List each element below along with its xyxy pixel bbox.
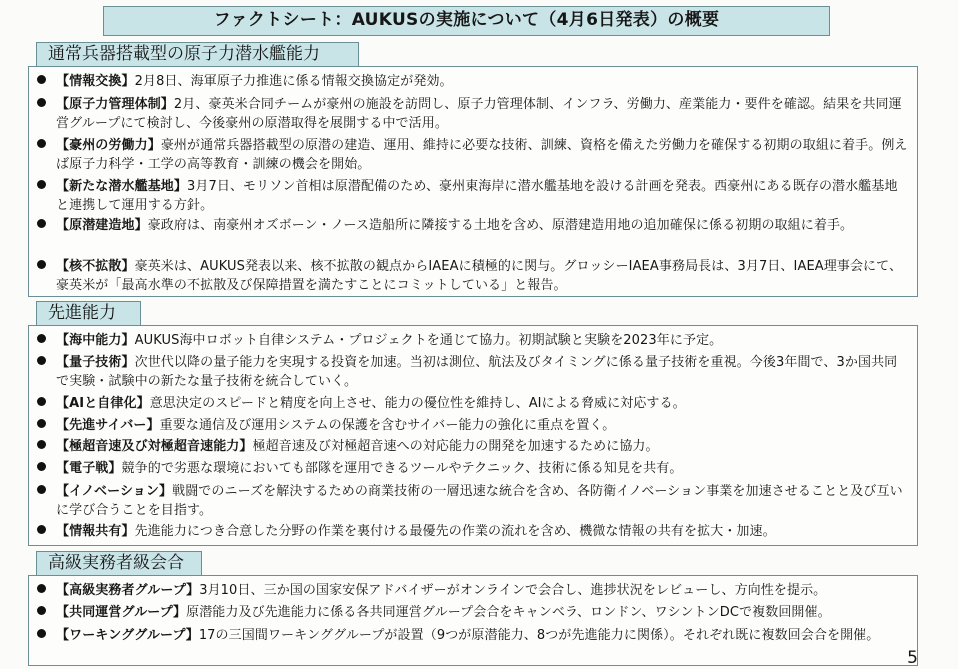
item-text: 17の三国間ワーキンググループが設置（9つが原潜能力、8つが先進能力に関係）。それぞれ既に複数回会合を開催。: [198, 628, 880, 643]
item-text: 2月、豪英米合同チームが豪州の施設を訪問し、原子力管理体制、インフラ、労働力、産業能力・要件を確認。結果を共同運営グループにて検討し、今後豪州の原潜取得を展開する中で活用。: [56, 97, 902, 131]
item-text: 豪政府は、南豪州オズボーン・ノース造船所に隣接する土地を含め、原潜建造用地の追加確保に係る初期の取組に着手。: [147, 218, 854, 233]
item-tag: 【イノベーション】: [56, 484, 173, 499]
item-tag: 【高級実務者グループ】: [56, 583, 200, 598]
section-box-submarine: [28, 66, 918, 297]
bullet-icon: [37, 462, 46, 471]
bullet-icon: [37, 219, 46, 228]
bullet-icon: [37, 356, 46, 365]
item-text: 2月8日、海軍原子力推進に係る情報交換協定が発効。: [134, 74, 453, 89]
bullet-icon: [37, 98, 46, 107]
item-text: 競争的で劣悪な環境においても部隊を運用できるツールやテクニック、技術に係る知見を共有。: [121, 461, 683, 476]
item-tag: 【海中能力】: [56, 333, 135, 348]
item-tag: 【核不拡散】: [56, 259, 135, 274]
item-tag: 【豪州の労働力】: [56, 138, 161, 153]
item-tag: 【情報交換】: [56, 74, 135, 89]
bullet-icon: [37, 334, 46, 343]
item-tag: 【原潜建造地】: [56, 218, 148, 233]
item-tag: 【電子戦】: [56, 461, 122, 476]
item-text: 先進能力につき合意した分野の作業を裏付ける最優先の作業の流れを含め、機微な情報の共有を拡大・加速。: [134, 524, 776, 539]
item-tag: 【AIと自律化】: [56, 396, 150, 411]
section-heading-advanced: 先進能力: [36, 301, 141, 327]
item-tag: 【新たな潜水艦基地】: [56, 179, 188, 194]
bullet-icon: [37, 139, 46, 148]
page-number: 5: [907, 648, 918, 668]
item-text: 3月7日、モリソン首相は原潜配備のため、豪州東海岸に潜水艦基地を設ける計画を発表。西豪州にある既存の潜水艦基地と連携して運用する方針。: [56, 179, 898, 213]
section-heading-submarine: 通常兵器搭載型の原子力潜水艦能力: [36, 42, 359, 68]
item-text: AUKUS海中ロボット自律システム・プロジェクトを通じて協力。初期試験と実験を2023年に予定。: [134, 333, 723, 348]
section-box-advanced: [28, 325, 918, 546]
bullet-icon: [37, 440, 46, 449]
item-text: 意思決定のスピードと精度を向上させ、能力の優位性を維持し、AIによる脅威に対応する。: [149, 396, 686, 411]
bullet-icon: [37, 75, 46, 84]
item-tag: 【量子技術】: [56, 355, 135, 370]
item-text: 3月10日、三か国の国家安保アドバイザーがオンラインで会合し、進捗状況をレビューし、方向性を提示。: [199, 583, 827, 598]
bullet-icon: [37, 485, 46, 494]
item-text: 戦闘でのニーズを解決するための商業技術の一層迅速な統合を含め、各防衛イノベーション事業を加速させることと及び互いに学び合うことを目指す。: [56, 484, 903, 518]
bullet-icon: [37, 525, 46, 534]
item-tag: 【ワーキンググループ】: [56, 628, 199, 643]
bullet-icon: [37, 260, 46, 269]
bullet-icon: [37, 397, 46, 406]
page-title: ファクトシート：AUKUSの実施について（4月6日発表）の概要: [103, 6, 830, 36]
bullet-icon: [37, 606, 46, 615]
item-text: 豪州が通常兵器搭載型の原潜の建造、運用、維持に必要な技術、訓練、資格を備えた労働力を確保する初期の取組に着手。例えば原子力科学・工学の高等教育・訓練の機会を開始。: [56, 138, 908, 172]
section-heading-senior-officials: 高級実務者級会合: [36, 551, 202, 577]
section-box-senior-officials: [28, 575, 918, 666]
item-tag: 【極超音速及び対極超音速能力】: [56, 439, 253, 454]
item-tag: 【共同運営グループ】: [56, 605, 187, 620]
bullet-icon: [37, 180, 46, 189]
item-tag: 【情報共有】: [56, 524, 135, 539]
bullet-icon: [37, 584, 46, 593]
item-tag: 【先進サイバー】: [56, 418, 160, 433]
item-text: 豪英米は、AUKUS発表以来、核不拡散の観点からIAEAに積極的に関与。グロッシーIAEA事務局長は、3月7日、IAEA理事会にて、豪英米が「最高水準の不拡散及び保障措置を満たすことにコミットしている」と報告。: [56, 259, 903, 293]
item-tag: 【原子力管理体制】: [56, 97, 174, 112]
item-text: 重要な通信及び運用システムの保護を含むサイバー能力の強化に重点を置く。: [159, 418, 616, 433]
item-text: 原潜能力及び先進能力に係る各共同運営グループ会合をキャンベラ、ロンドン、ワシントンDCで複数回開催。: [186, 605, 831, 620]
item-text: 次世代以降の量子能力を実現する投資を加速。当初は測位、航法及びタイミングに係る量子技術を重視。今後3年間で、3か国共同で実験・試験中の新たな量子技術を統合していく。: [56, 355, 898, 389]
bullet-icon: [37, 629, 46, 638]
item-text: 極超音速及び対極超音速への対応能力の開発を加速するために協力。: [252, 439, 659, 454]
bullet-icon: [37, 419, 46, 428]
